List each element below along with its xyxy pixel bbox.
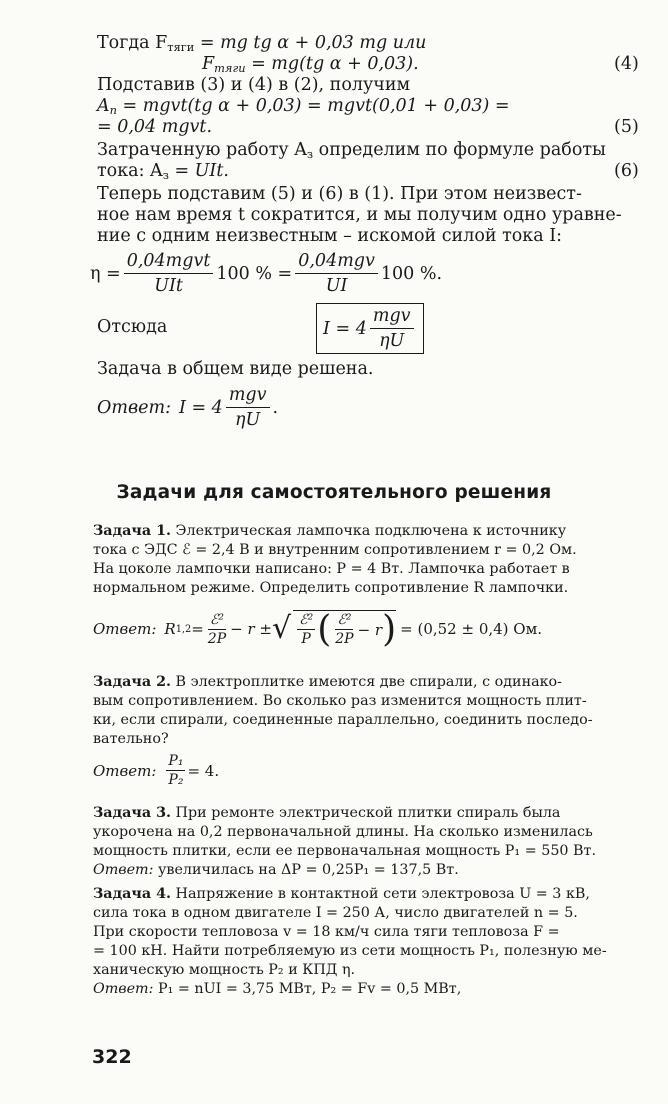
task-1-line-2: тока с ЭДС ℰ = 2,4 В и внутренним сопротивлением r = 0,2 Ом. xyxy=(93,542,577,558)
otsyuda-label: Отсюда xyxy=(97,317,168,337)
equation-number-6: (6) xyxy=(614,161,639,181)
task-4-line-1: Задача 4. Напряжение в контактной сети электровоза U = 3 кВ, xyxy=(93,886,590,902)
task-2-line-2: вым сопротивлением. Во сколько раз изменится мощность плит- xyxy=(93,693,587,709)
task-2-answer: Ответ: $\frac{\text{P₁}}{\text{P₂}}$ = 4. xyxy=(93,753,220,788)
line-6: Затраченную работу $A_з$ определим по формуле работы xyxy=(97,140,606,161)
equation-number-4: (4) xyxy=(614,54,639,74)
section-heading: Задачи для самостоятельного решения xyxy=(116,482,552,503)
task-4-line-5: ханическую мощность P₂ и КПД η. xyxy=(93,962,356,978)
efficiency-formula: η = $\frac{\text{0,04mgvt}}{\text{UIt}}$ 100 % = $\frac{\text{0,04mgv}}{UI}$ 100 %. xyxy=(90,251,443,296)
task-4-answer: Ответ: P₁ = nUI = 3,75 МВт, P₂ = Fv = 0,5 МВт, xyxy=(93,981,462,997)
task-3-answer: Ответ: увеличилась на ΔP = 0,25P₁ = 137,5 Вт. xyxy=(93,862,459,878)
equation-number-5: (5) xyxy=(614,117,639,137)
task-1-line-4: нормальном режиме. Определить сопротивление R лампочки. xyxy=(93,580,569,596)
solved-statement: Задача в общем виде решена. xyxy=(97,359,374,379)
task-4-line-4: = 100 кН. Найти потребляемую из сети мощность P₁, полезную ме- xyxy=(93,943,607,959)
line-8: Теперь подставим (5) и (6) в (1). При этом неизвест- xyxy=(97,184,582,204)
task-3-line-3: мощность плитки, если ее первоначальная мощность P₁ = 550 Вт. xyxy=(93,843,597,859)
line-5: = 0,04 mgvt. xyxy=(97,117,213,137)
line-2: $F_{тяги} = mg(tg$ α + 0,03). xyxy=(202,54,419,75)
line-7: тока: $A_з$ = UIt. xyxy=(97,161,229,182)
task-2-line-4: вательно? xyxy=(93,731,169,747)
line-9: ное нам время t сократится, и мы получим одно уравне- xyxy=(97,205,622,225)
task-3-line-2: укорочена на 0,2 первоначальной длины. На сколько изменилась xyxy=(93,824,593,840)
task-2-line-3: ки, если спирали, соединенные параллельно, соединить последо- xyxy=(93,712,593,728)
line-10: ние с одним неизвестным – искомой силой тока I: xyxy=(97,226,563,246)
line-4: $A_п$ = mgvt(tg α + 0,03) = mgvt(0,01 + 0,03) = xyxy=(97,96,510,117)
task-2-line-1: Задача 2. В электроплитке имеются две спирали, с одинако- xyxy=(93,674,562,690)
task-1-line-3: На цоколе лампочки написано: P = 4 Вт. Лампочка работает в xyxy=(93,561,570,577)
task-3-line-1: Задача 3. При ремонте электрической плитки спираль была xyxy=(93,805,561,821)
main-answer: Ответ: I = 4 $\frac{\text{mgv}}{\eta U}$ . xyxy=(97,385,279,430)
line-3: Подставив (3) и (4) в (2), получим xyxy=(97,75,411,95)
task-1-line-1: Задача 1. Электрическая лампочка подключена к источнику xyxy=(93,523,567,539)
page-number: 322 xyxy=(92,1046,132,1068)
boxed-result: I = 4 $\frac{\text{mgv}}{\eta U}$ xyxy=(316,303,424,354)
task-1-answer: Ответ: R 1,2 = ℰ² 2P − r ± √ ℰ² P ( ℰ² 2P − r ) = (0,52 ± 0,4) Ом. xyxy=(93,608,543,650)
line-1: Тогда $F_{тяги}$ = mg tg α + 0,03 mg или xyxy=(97,33,427,54)
task-4-line-3: При скорости тепловоза v = 18 км/ч сила тяги тепловоза F = xyxy=(93,924,560,940)
task-4-line-2: сила тока в одном двигателе I = 250 А, число двигателей n = 5. xyxy=(93,905,578,921)
